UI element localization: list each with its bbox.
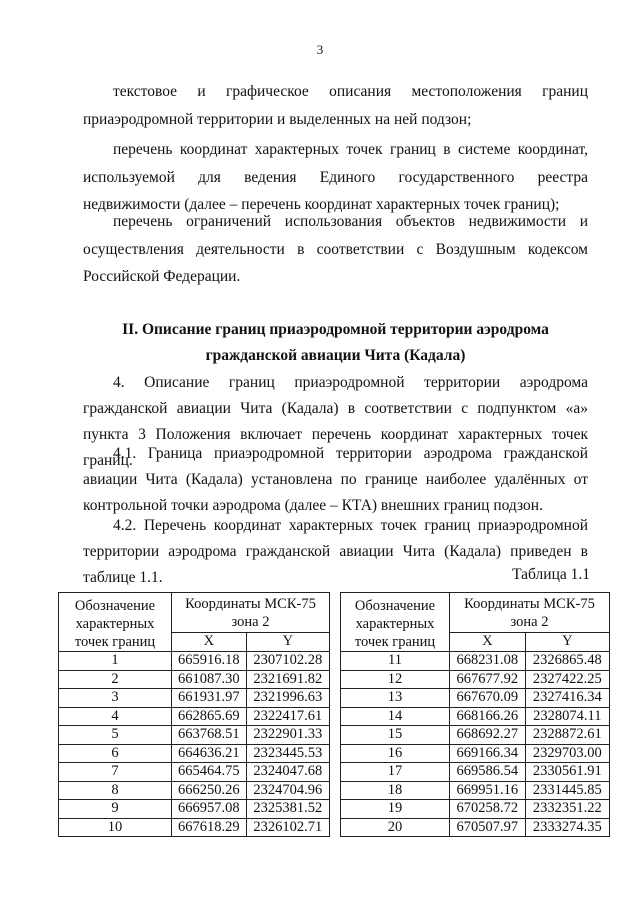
table-row	[59, 652, 330, 671]
x-coordinate: 661087.30	[172, 670, 247, 689]
y-coordinate: 2330561.91	[525, 763, 609, 782]
table-row	[59, 670, 330, 689]
header-x: X	[172, 633, 247, 652]
table-row	[59, 800, 330, 819]
point-number: 15	[341, 726, 450, 745]
x-coordinate: 663768.51	[172, 726, 247, 745]
table-row	[59, 818, 330, 837]
paragraph: перечень координат характерных точек границ в системе координат, используемой для ведения Единого государственного реестра недвижимости (далее – перечень координат характерных точек границ);	[83, 141, 588, 213]
point-number: 7	[59, 763, 172, 782]
point-number: 8	[59, 781, 172, 800]
y-coordinate: 2322901.33	[246, 726, 329, 745]
y-coordinate: 2325381.52	[246, 800, 329, 819]
point-number: 5	[59, 726, 172, 745]
y-coordinate: 2321996.63	[246, 689, 329, 708]
table-row	[59, 744, 330, 763]
x-coordinate: 669166.34	[450, 744, 526, 763]
x-coordinate: 669951.16	[450, 781, 526, 800]
table-row	[341, 689, 610, 708]
point-number: 4	[59, 707, 172, 726]
x-coordinate: 667618.29	[172, 818, 247, 837]
point-number: 11	[341, 652, 450, 671]
x-coordinate: 668231.08	[450, 652, 526, 671]
section-heading-line-1: II. Описание границ приаэродромной территории аэродрома	[122, 321, 549, 338]
x-coordinate: 665916.18	[172, 652, 247, 671]
table-row	[59, 763, 330, 782]
paragraph: 4. Описание границ приаэродромной территории аэродрома гражданской авиации Чита (Кадала) в соответствии с подпунктом «а» пункта 3 Положения включает перечень координат характерных точек границ.	[83, 374, 588, 469]
x-coordinate: 670258.72	[450, 800, 526, 819]
point-number: 19	[341, 800, 450, 819]
y-coordinate: 2329703.00	[525, 744, 609, 763]
point-number: 12	[341, 670, 450, 689]
y-coordinate: 2332351.22	[525, 800, 609, 819]
table-caption: Таблица 1.1	[512, 566, 590, 583]
y-coordinate: 2307102.28	[246, 652, 329, 671]
page-number: 3	[316, 42, 324, 57]
section-heading-line-2: гражданской авиации Чита (Кадала)	[205, 347, 466, 364]
point-number: 17	[341, 763, 450, 782]
table-row	[341, 707, 610, 726]
table-row	[341, 744, 610, 763]
y-coordinate: 2328074.11	[525, 707, 609, 726]
x-coordinate: 667677.92	[450, 670, 526, 689]
y-coordinate: 2322417.61	[246, 707, 329, 726]
x-coordinate: 670507.97	[450, 818, 526, 837]
table-row	[59, 781, 330, 800]
header-coordinates: Координаты МСК-75 зона 2	[172, 593, 330, 633]
table-row	[59, 726, 330, 745]
x-coordinate: 662865.69	[172, 707, 247, 726]
y-coordinate: 2326865.48	[525, 652, 609, 671]
x-coordinate: 668692.27	[450, 726, 526, 745]
table-row	[341, 800, 610, 819]
coordinates-table-left	[58, 592, 330, 837]
table-row	[341, 670, 610, 689]
table-row	[341, 818, 610, 837]
x-coordinate: 666250.26	[172, 781, 247, 800]
x-coordinate: 667670.09	[450, 689, 526, 708]
paragraph: перечень ограничений использования объектов недвижимости и осуществления деятельности в соответствии с Воздушным кодексом Российской Федерации.	[83, 213, 588, 285]
table-row	[341, 652, 610, 671]
y-coordinate: 2327416.34	[525, 689, 609, 708]
x-coordinate: 668166.26	[450, 707, 526, 726]
point-number: 9	[59, 800, 172, 819]
y-coordinate: 2324704.96	[246, 781, 329, 800]
point-number: 18	[341, 781, 450, 800]
table-row	[59, 707, 330, 726]
table-row	[341, 763, 610, 782]
header-point-label: Обозначение характерных точек границ	[341, 593, 450, 652]
y-coordinate: 2323445.53	[246, 744, 329, 763]
y-coordinate: 2324047.68	[246, 763, 329, 782]
header-y: Y	[525, 633, 609, 652]
y-coordinate: 2331445.85	[525, 781, 609, 800]
header-x: X	[450, 633, 526, 652]
point-number: 10	[59, 818, 172, 837]
point-number: 20	[341, 818, 450, 837]
paragraph: 4.2. Перечень координат характерных точек границ приаэродромной территории аэродрома гражданской авиации Чита (Кадала) приведен в таблице 1.1.	[83, 517, 588, 586]
paragraph: текстовое и графическое описания местоположения границ приаэродромной территории и выделенных на ней подзон;	[83, 83, 588, 128]
point-number: 6	[59, 744, 172, 763]
y-coordinate: 2321691.82	[246, 670, 329, 689]
point-number: 1	[59, 652, 172, 671]
point-number: 16	[341, 744, 450, 763]
y-coordinate: 2326102.71	[246, 818, 329, 837]
point-number: 3	[59, 689, 172, 708]
point-number: 2	[59, 670, 172, 689]
x-coordinate: 666957.08	[172, 800, 247, 819]
header-y: Y	[246, 633, 329, 652]
coordinates-table-right	[340, 592, 610, 837]
x-coordinate: 661931.97	[172, 689, 247, 708]
table-row	[341, 726, 610, 745]
table-row	[59, 689, 330, 708]
point-number: 13	[341, 689, 450, 708]
table-row	[341, 781, 610, 800]
paragraph: 4.1. Граница приаэродромной территории аэродрома гражданской авиации Чита (Кадала) установлена по границе наиболее удалённых от контрольной точки аэродрома (далее – КТА) внешних границ подзон.	[83, 445, 588, 514]
header-coordinates: Координаты МСК-75 зона 2	[450, 593, 610, 633]
x-coordinate: 669586.54	[450, 763, 526, 782]
point-number: 14	[341, 707, 450, 726]
y-coordinate: 2328872.61	[525, 726, 609, 745]
y-coordinate: 2327422.25	[525, 670, 609, 689]
y-coordinate: 2333274.35	[525, 818, 609, 837]
header-point-label: Обозначение характерных точек границ	[59, 593, 172, 652]
x-coordinate: 665464.75	[172, 763, 247, 782]
x-coordinate: 664636.21	[172, 744, 247, 763]
